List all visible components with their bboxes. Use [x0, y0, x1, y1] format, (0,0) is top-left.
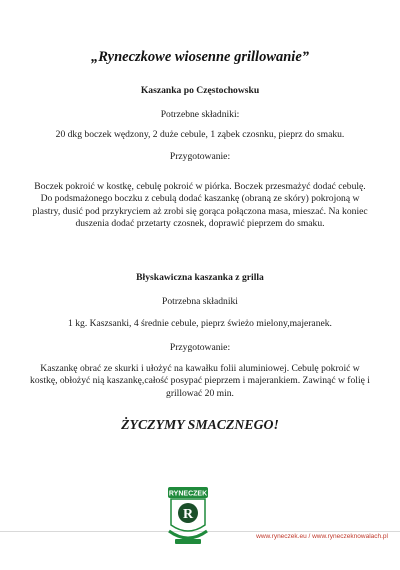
- footer-url[interactable]: www.ryneczek.eu / www.ryneczeknowalach.pl: [256, 533, 388, 540]
- recipe-1-preparation: Boczek pokroić w kostkę, cebulę pokroić w piórka. Boczek przesmażyć dodać cebulę. Do podsmażonego boczku z cebulą dodać kaszankę (obraną ze skóry) pokrojoną w plastry, dusić pod przykryciem aż zrobi się gorąca połączona masa, mieszać. Na koniec duszenia dodać przetarty czosnek, doprawić pieprzem do smaku.: [32, 181, 368, 229]
- recipe-1-ingredients: 20 dkg boczek wędzony, 2 duże cebule, 1 ząbek czosnku, pieprz do smaku.: [55, 129, 345, 140]
- recipe-1-ingredients-label: Potrzebne składniki:: [160, 109, 240, 120]
- recipe-2-title: Błyskawiczna kaszanka z grilla: [136, 272, 264, 283]
- recipe-2-preparation-label: Przygotowanie:: [169, 342, 231, 353]
- recipe-2-preparation: Kaszankę obrać ze skurki i ułożyć na kawałku folii aluminiowej. Cebulę pokroić w kostkę, obłożyć nią kaszankę,całość posypać pieprzem i majerankiem. Zawinąć w folię i grillować 20 min.: [30, 363, 370, 399]
- closing-wish: ŻYCZYMY SMACZNEGO!: [121, 417, 279, 432]
- svg-text:RYNECZEK: RYNECZEK: [168, 490, 208, 498]
- recipe-1-title: Kaszanka po Częstochowsku: [140, 85, 260, 96]
- ryneczek-logo: [165, 485, 211, 557]
- svg-text:R: R: [182, 507, 194, 522]
- recipe-2-ingredients-label: Potrzebna składniki: [162, 296, 238, 307]
- document-title: „Ryneczkowe wiosenne grillowanie”: [90, 49, 310, 65]
- recipe-1-preparation-label: Przygotowanie:: [169, 151, 231, 162]
- recipe-2-ingredients: 1 kg. Kaszsanki, 4 średnie cebule, pieprz świeżo mielony,majeranek.: [68, 318, 332, 329]
